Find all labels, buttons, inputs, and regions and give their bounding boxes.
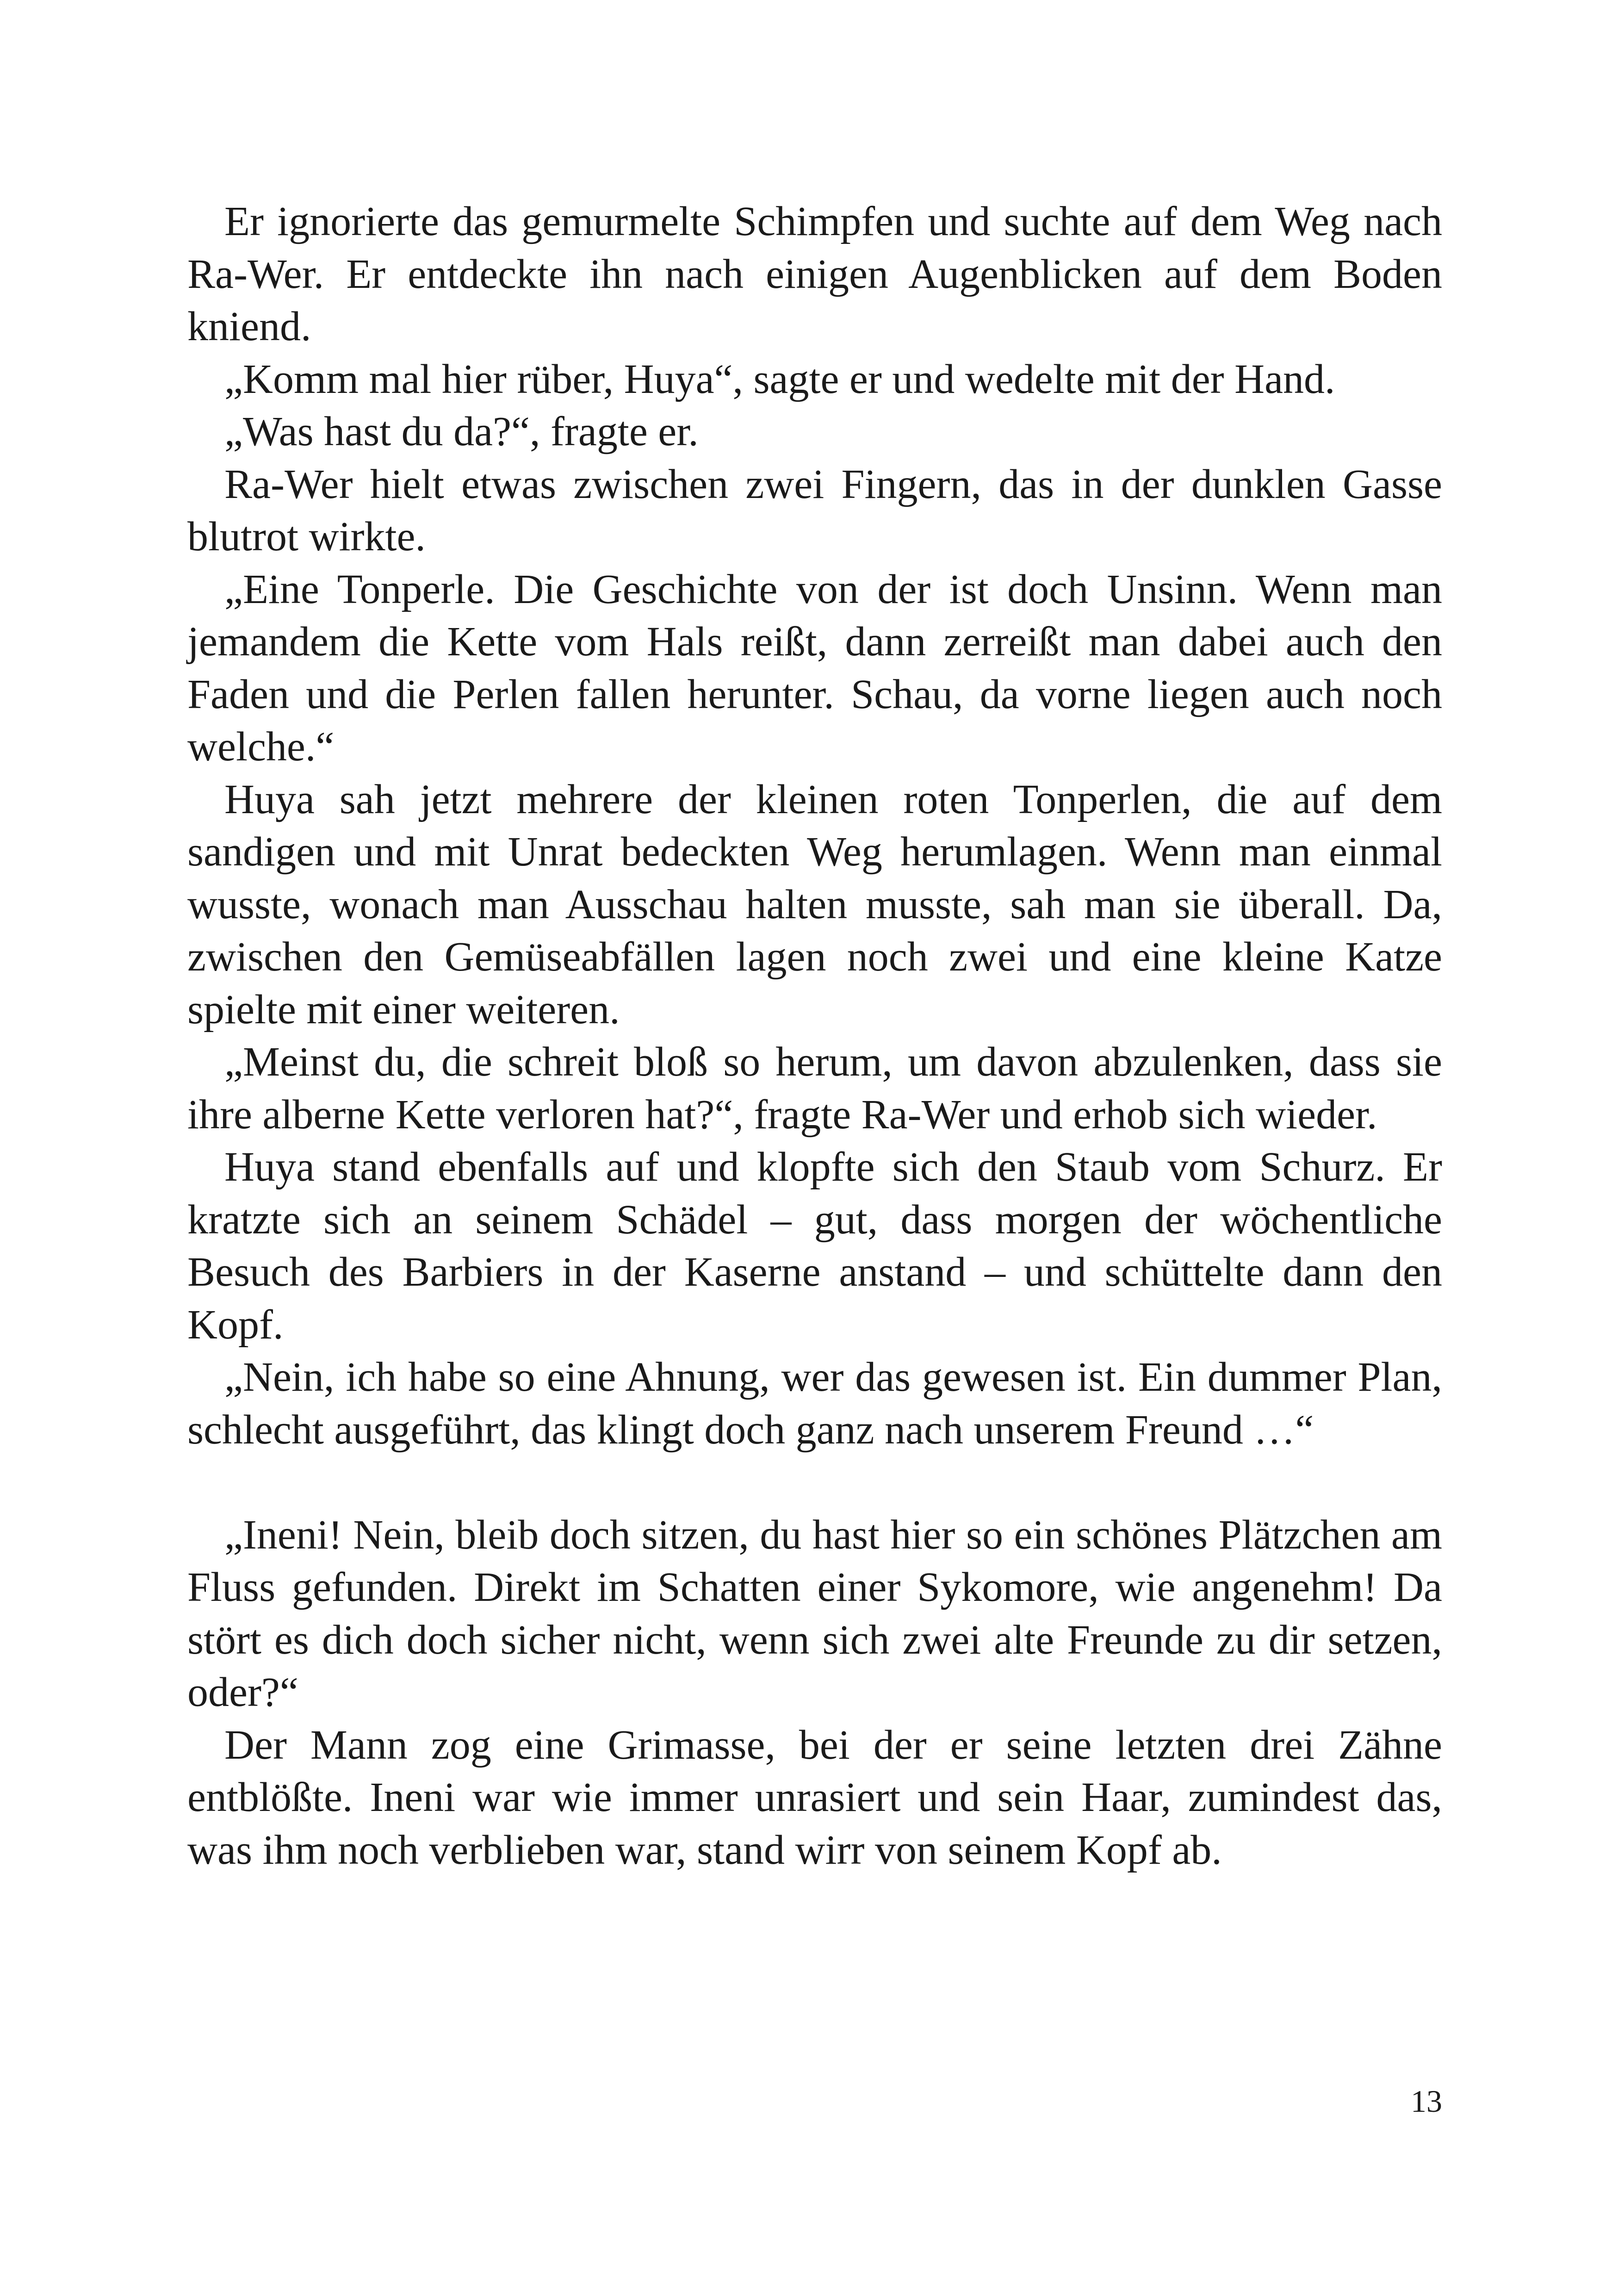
- paragraph: „Eine Tonperle. Die Geschichte von der ist doch Unsinn. Wenn man jemandem die Kette vom Hals reißt, dann zerreißt man dabei auch den Faden und die Perlen fallen herunter. Schau, da vorne liegen auch noch welche.“: [187, 566, 1442, 770]
- body-text: [187, 195, 1442, 1876]
- paragraph: Ra-Wer hielt etwas zwischen zwei Fingern, das in der dunklen Gasse blutrot wirkte.: [187, 461, 1442, 560]
- paragraph: Der Mann zog eine Grimasse, bei der er seine letzten drei Zähne entblößte. Ineni war wie immer unrasiert und sein Haar, zumindest das, was ihm noch verblieben war, stand wirr von seinem Kopf ab.: [187, 1722, 1442, 1873]
- paragraph: „Meinst du, die schreit bloß so herum, um davon abzulenken, dass sie ihre alberne Kette verloren hat?“, fragte Ra-Wer und erhob sich wieder.: [187, 1039, 1442, 1138]
- paragraph: Huya stand ebenfalls auf und klopfte sich den Staub vom Schurz. Er kratzte sich an seinem Schädel – gut, dass morgen der wöchentliche Besuch des Barbiers in der Kaserne anstand – und schüttelte dann den Kopf.: [187, 1144, 1442, 1348]
- paragraph: „Was hast du da?“, fragte er.: [224, 409, 699, 454]
- paragraph: „Ineni! Nein, bleib doch sitzen, du hast hier so ein schönes Plätzchen am Fluss gefunden. Direkt im Schatten einer Sykomore, wie angenehm! Da stört es dich doch sicher nicht, wenn sich zwei alte Freunde zu dir setzen, oder?“: [187, 1512, 1442, 1715]
- page-number: 13: [1411, 2084, 1442, 2119]
- paragraph: „Nein, ich habe so eine Ahnung, wer das gewesen ist. Ein dummer Plan, schlecht ausgeführt, das klingt doch ganz nach unserem Freund …“: [187, 1354, 1442, 1453]
- paragraph: „Komm mal hier rüber, Huya“, sagte er und wedelte mit der Hand.: [224, 356, 1335, 402]
- paragraph: Huya sah jetzt mehrere der kleinen roten Tonperlen, die auf dem sandigen und mit Unrat bedeckten Weg herumlagen. Wenn man einmal wusste, wonach man Ausschau halten musste, sah man sie überall. Da, zwischen den Gemüseabfällen lagen noch zwei und eine kleine Katze spielte mit einer weiteren.: [187, 776, 1442, 1033]
- paragraph: Er ignorierte das gemurmelte Schimpfen und suchte auf dem Weg nach Ra-Wer. Er entdeckte ihn nach einigen Augenblicken auf dem Boden kniend.: [187, 199, 1442, 349]
